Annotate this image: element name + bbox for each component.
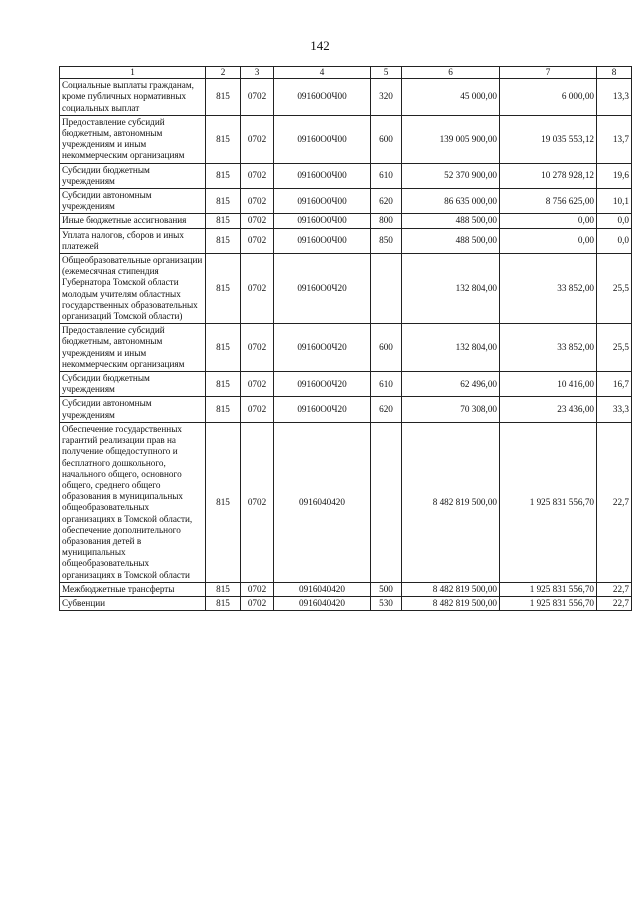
row-name: Субсидии автономным учреждениям <box>60 189 206 214</box>
row-target: 09160О0Ч00 <box>274 115 371 163</box>
row-section: 0702 <box>241 254 274 324</box>
row-type: 600 <box>371 324 402 372</box>
header-cell: 3 <box>241 67 274 79</box>
table-row <box>60 228 632 253</box>
row-target: 0916040420 <box>274 422 371 582</box>
row-plan: 52 370 900,00 <box>402 163 500 188</box>
row-section: 0702 <box>241 228 274 253</box>
row-grbs: 815 <box>206 324 241 372</box>
row-percent: 13,7 <box>597 115 632 163</box>
row-section: 0702 <box>241 397 274 422</box>
row-actual: 0,00 <box>500 214 597 228</box>
table-row <box>60 254 632 324</box>
row-percent: 22,7 <box>597 422 632 582</box>
row-plan: 45 000,00 <box>402 79 500 116</box>
row-plan: 488 500,00 <box>402 228 500 253</box>
row-grbs: 815 <box>206 254 241 324</box>
row-plan: 86 635 000,00 <box>402 189 500 214</box>
row-percent: 13,3 <box>597 79 632 116</box>
table-row <box>60 372 632 397</box>
table-row <box>60 189 632 214</box>
row-actual: 23 436,00 <box>500 397 597 422</box>
row-type: 620 <box>371 189 402 214</box>
table-row <box>60 324 632 372</box>
row-actual: 33 852,00 <box>500 254 597 324</box>
row-section: 0702 <box>241 214 274 228</box>
row-percent: 19,6 <box>597 163 632 188</box>
row-actual: 1 925 831 556,70 <box>500 422 597 582</box>
row-type <box>371 254 402 324</box>
row-grbs: 815 <box>206 372 241 397</box>
header-cell: 6 <box>402 67 500 79</box>
row-grbs: 815 <box>206 189 241 214</box>
header-cell: 7 <box>500 67 597 79</box>
row-name: Общеобразовательные организации (ежемесячная стипендия Губернатора Томской области молодым учителям областных государственных образовательных организаций Томской области) <box>60 254 206 324</box>
row-percent: 33,3 <box>597 397 632 422</box>
row-type: 800 <box>371 214 402 228</box>
row-actual: 33 852,00 <box>500 324 597 372</box>
row-target: 09160О0Ч00 <box>274 79 371 116</box>
row-actual: 10 278 928,12 <box>500 163 597 188</box>
row-section: 0702 <box>241 422 274 582</box>
row-target: 09160О0Ч00 <box>274 214 371 228</box>
row-actual: 0,00 <box>500 228 597 253</box>
row-name: Предоставление субсидий бюджетным, автономным учреждениям и иным некоммерческим организациям <box>60 115 206 163</box>
row-section: 0702 <box>241 163 274 188</box>
page-number: 142 <box>310 38 330 53</box>
table-row <box>60 422 632 582</box>
row-section: 0702 <box>241 324 274 372</box>
header-cell: 4 <box>274 67 371 79</box>
row-section: 0702 <box>241 372 274 397</box>
row-name: Иные бюджетные ассигнования <box>60 214 206 228</box>
row-plan: 8 482 819 500,00 <box>402 422 500 582</box>
row-name: Субсидии автономным учреждениям <box>60 397 206 422</box>
row-plan: 132 804,00 <box>402 254 500 324</box>
row-percent: 25,5 <box>597 254 632 324</box>
row-name: Обеспечение государственных гарантий реализации прав на получение общедоступного и бесплатного дошкольного, начального общего, основного общего, среднего общего образования в муниципальных общеобразовательных организациях в Томской области, обеспечение дополнительного образования детей в муниципальных общеобразовательных организациях в Томской области <box>60 422 206 582</box>
row-type: 530 <box>371 596 402 610</box>
row-plan: 132 804,00 <box>402 324 500 372</box>
row-grbs: 815 <box>206 163 241 188</box>
row-section: 0702 <box>241 582 274 596</box>
row-section: 0702 <box>241 189 274 214</box>
row-type: 600 <box>371 115 402 163</box>
row-name: Уплата налогов, сборов и иных платежей <box>60 228 206 253</box>
row-actual: 10 416,00 <box>500 372 597 397</box>
row-target: 0916040420 <box>274 596 371 610</box>
row-type: 610 <box>371 163 402 188</box>
row-target: 09160О0Ч00 <box>274 163 371 188</box>
row-name: Субсидии бюджетным учреждениям <box>60 163 206 188</box>
row-percent: 22,7 <box>597 596 632 610</box>
table-row <box>60 214 632 228</box>
table-row <box>60 596 632 610</box>
row-actual: 6 000,00 <box>500 79 597 116</box>
row-target: 09160О0Ч00 <box>274 189 371 214</box>
row-type: 850 <box>371 228 402 253</box>
row-plan: 62 496,00 <box>402 372 500 397</box>
table-row <box>60 397 632 422</box>
row-percent: 25,5 <box>597 324 632 372</box>
row-actual: 1 925 831 556,70 <box>500 596 597 610</box>
row-plan: 139 005 900,00 <box>402 115 500 163</box>
header-cell: 5 <box>371 67 402 79</box>
row-section: 0702 <box>241 596 274 610</box>
row-name: Субсидии бюджетным учреждениям <box>60 372 206 397</box>
table-row <box>60 163 632 188</box>
row-actual: 1 925 831 556,70 <box>500 582 597 596</box>
row-percent: 16,7 <box>597 372 632 397</box>
row-target: 09160О0Ч20 <box>274 324 371 372</box>
row-target: 0916040420 <box>274 582 371 596</box>
row-plan: 70 308,00 <box>402 397 500 422</box>
header-cell: 1 <box>60 67 206 79</box>
table-row <box>60 582 632 596</box>
row-target: 09160О0Ч20 <box>274 372 371 397</box>
row-percent: 0,0 <box>597 228 632 253</box>
row-name: Субвенции <box>60 596 206 610</box>
row-grbs: 815 <box>206 115 241 163</box>
row-target: 09160О0Ч00 <box>274 228 371 253</box>
row-name: Социальные выплаты гражданам, кроме публичных нормативных социальных выплат <box>60 79 206 116</box>
header-row <box>60 67 632 79</box>
row-type <box>371 422 402 582</box>
row-percent: 22,7 <box>597 582 632 596</box>
row-section: 0702 <box>241 115 274 163</box>
row-plan: 8 482 819 500,00 <box>402 582 500 596</box>
row-actual: 19 035 553,12 <box>500 115 597 163</box>
row-actual: 8 756 625,00 <box>500 189 597 214</box>
row-target: 09160О0Ч20 <box>274 397 371 422</box>
row-name: Предоставление субсидий бюджетным, автономным учреждениям и иным некоммерческим организациям <box>60 324 206 372</box>
row-type: 620 <box>371 397 402 422</box>
row-type: 610 <box>371 372 402 397</box>
table-row <box>60 79 632 116</box>
row-grbs: 815 <box>206 397 241 422</box>
table-row <box>60 115 632 163</box>
row-type: 320 <box>371 79 402 116</box>
row-percent: 10,1 <box>597 189 632 214</box>
row-target: 09160О0Ч20 <box>274 254 371 324</box>
header-cell: 8 <box>597 67 632 79</box>
row-plan: 488 500,00 <box>402 214 500 228</box>
row-grbs: 815 <box>206 228 241 253</box>
row-grbs: 815 <box>206 422 241 582</box>
row-section: 0702 <box>241 79 274 116</box>
row-plan: 8 482 819 500,00 <box>402 596 500 610</box>
row-type: 500 <box>371 582 402 596</box>
row-grbs: 815 <box>206 214 241 228</box>
row-percent: 0,0 <box>597 214 632 228</box>
row-grbs: 815 <box>206 582 241 596</box>
row-grbs: 815 <box>206 79 241 116</box>
budget-table <box>59 66 632 611</box>
row-grbs: 815 <box>206 596 241 610</box>
row-name: Межбюджетные трансферты <box>60 582 206 596</box>
header-cell: 2 <box>206 67 241 79</box>
